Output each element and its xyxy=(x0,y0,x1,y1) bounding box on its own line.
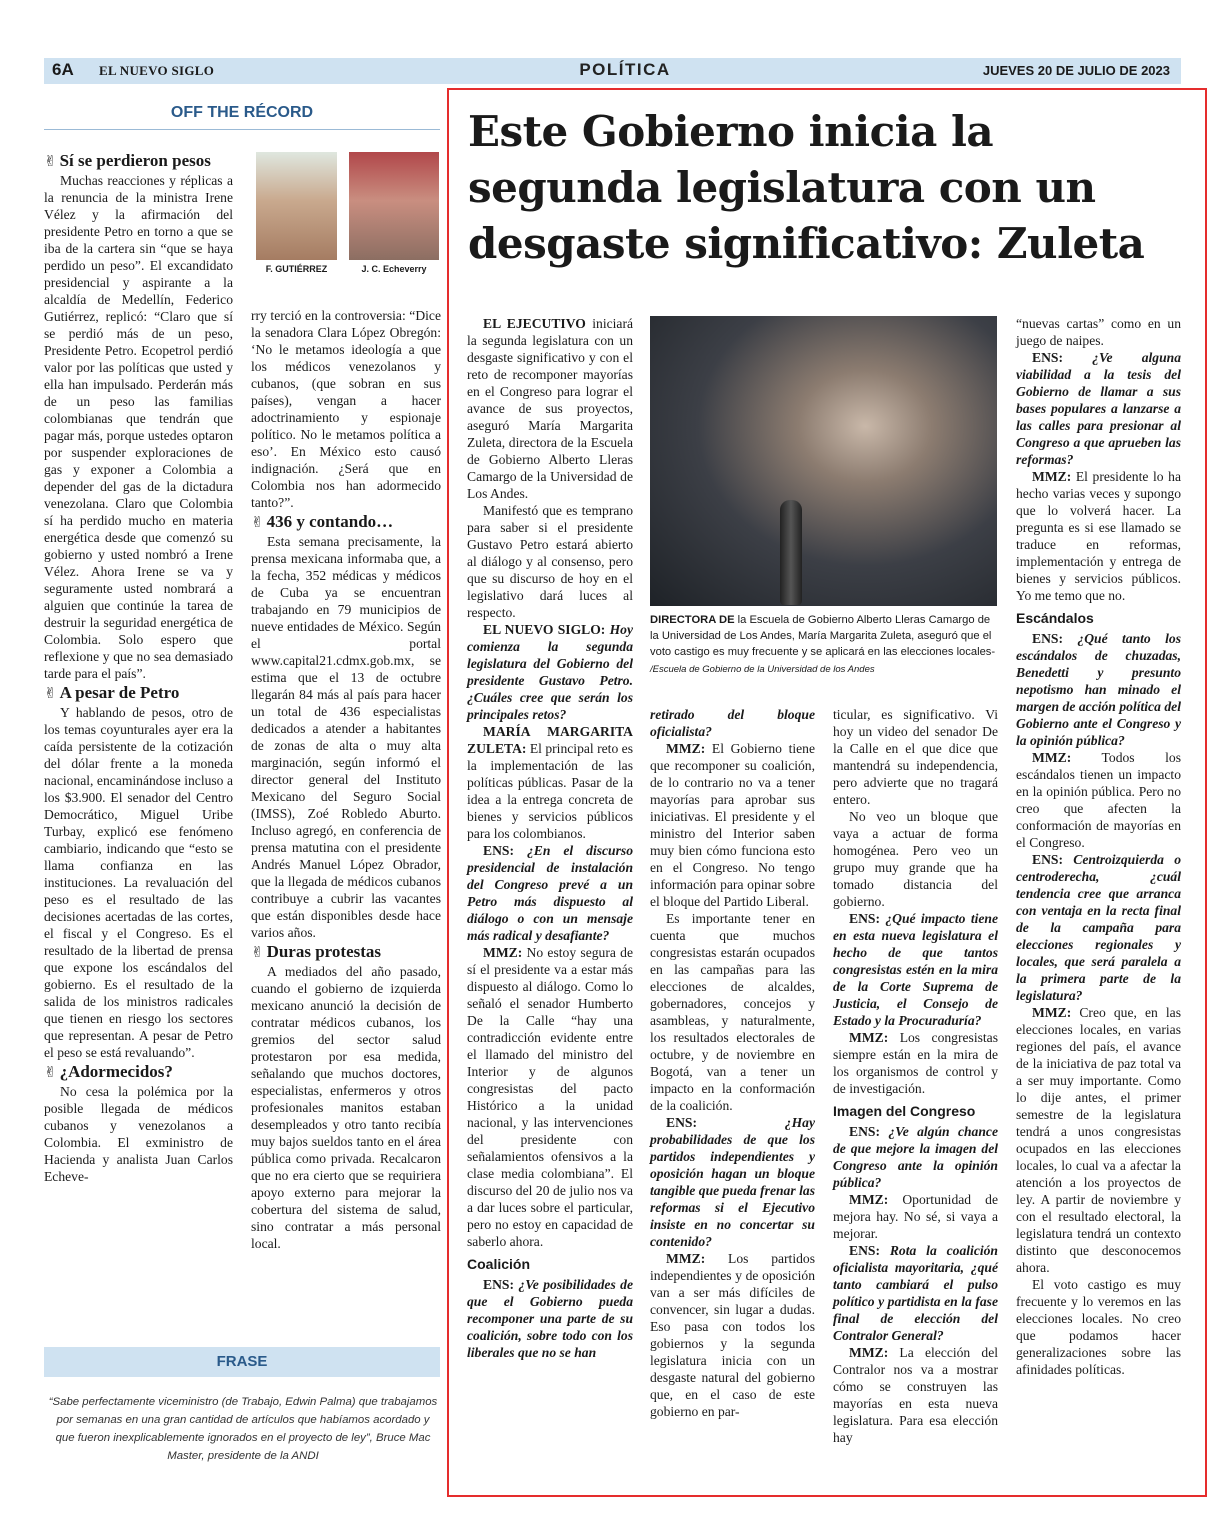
question-text: Hoy comienza la segunda legislatura del Gobierno del presidente Gustavo Petro. ¿Cuáles cree que serán los principales retos? xyxy=(467,622,633,722)
caption-lead: DIRECTORA DE xyxy=(650,614,735,626)
section-divider xyxy=(44,129,440,130)
interview-answer xyxy=(833,1029,998,1097)
echeverry-photo-caption: J. C. Echeverry xyxy=(361,264,427,274)
interview-question xyxy=(833,1242,998,1344)
interview-question xyxy=(467,621,633,723)
heading-text: ¿Adormecidos? xyxy=(59,1062,173,1081)
paragraph xyxy=(44,1083,233,1185)
gutierrez-photo-caption: F. GUTIÉRREZ xyxy=(265,264,328,274)
off-the-record-column-2 xyxy=(251,307,441,1252)
paragraph xyxy=(833,706,998,808)
paragraph-text: Los partidos independientes y de oposición van a ser más difíciles de convencer, sin lugar a dudas. Eso pasa con todos los gobiernos y la segunda legislatura inicia con un desgaste natural del gobierno que, en el caso de este gobierno en par- xyxy=(650,1251,815,1419)
zuleta-photo xyxy=(650,316,997,606)
paragraph xyxy=(467,502,633,621)
question-text: Centroizquierda o centroderecha, ¿cuál tendencia cree que arranca con ventaja en la recta final de la campaña para elecciones regionales y locales, que será paralela a la primera parte de la legislatura? xyxy=(1016,852,1181,1003)
interview-question xyxy=(1016,630,1181,749)
victory-hand-icon: ✌ xyxy=(44,684,57,702)
speaker-label: MMZ: xyxy=(483,945,523,960)
question-text: Rota la coalición oficialista mayoritaria, ¿qué tanto cambiará el pulso político y partidista en la fase final de elección del Contralor General? xyxy=(833,1243,998,1343)
paragraph xyxy=(251,963,441,1252)
speaker-label: ENS: xyxy=(849,1124,880,1139)
paragraph-text: Oportunidad de mejora hay. No sé, si vaya a mejorar. xyxy=(833,1192,998,1241)
article-column-1 xyxy=(467,315,633,1361)
speaker-label: MMZ: xyxy=(849,1192,889,1207)
speaker-label: MMZ: xyxy=(849,1030,889,1045)
heading-text: Duras protestas xyxy=(266,942,382,961)
column-heading xyxy=(251,511,441,533)
speaker-label: ENS: xyxy=(666,1115,697,1130)
paragraph-text: No cesa la polémica por la posible llegada de médicos cubanos y venezolanos a Colombia. El exministro de Hacienda y analista Juan Carlos Echeve- xyxy=(44,1084,233,1184)
interview-answer xyxy=(833,1344,998,1446)
subheading: Escándalos xyxy=(1016,610,1094,626)
interview-question xyxy=(467,842,633,944)
paragraph-text: Creo que, en las elecciones locales, en varias regiones del país, el avance de la iniciativa de paz total va a ser muy importante. Como lo dije antes, el primer semestre de la legislatura tendrá a unos congresistas ocupados en las elecciones locales, lo cual va a afectar la atención a los proyectos de ley. A partir de noviembre y con el resultado electoral, la legislatura tendrá un contexto distinto que desconocemos ahora. xyxy=(1016,1005,1181,1275)
victory-hand-icon: ✌ xyxy=(44,1063,57,1081)
paragraph-text: Muchas reacciones y réplicas a la renuncia de la ministra Irene Vélez y la afirmación del presidente Petro en torno a que se iba de la cartera sin “que se haya perdido un peso”. El excandidato presidencial y aspirante a la alcaldía de Medellín, Federico Gutiérrez, replicó: “Claro que sí se perdió más de un peso, Presidente Petro. Ecopetrol perdió valor por las políticas que usted y ella han impulsado. Perderán más de un peso las familias colombianas que tendrán que pagar más, porque ustedes optaron por suspender exploraciones de gas y exponer a Colombia a depender del gas de la dictadura venezolana. Claro que Colombia sí ha perdido mucho en materia energética desde que comenzó su gobierno y usted nombró a Irene Vélez. Ahora Irene se va y seguramente usted nombrará a alguien que continúe la tarea de destruir la seguridad energética de Colombia. Solo espero que reflexione y que no sea demasiado tarde para el país”. xyxy=(44,173,233,681)
subheading: Imagen del Congreso xyxy=(833,1103,976,1119)
speaker-label: MARÍA MARGARITA ZULETA: xyxy=(467,724,633,756)
paragraph-text: ticular, es significativo. Vi hoy un video del senador De la Calle en el que dice que mantendrá su independencia, pero advierte que no tragará entero. xyxy=(833,707,998,807)
article-column-3 xyxy=(833,706,998,1446)
speaker-label: MMZ: xyxy=(1032,469,1072,484)
column-heading xyxy=(44,682,233,704)
article-headline: Este Gobierno inicia la segunda legislatura con un desgaste significativo: Zuleta xyxy=(468,107,1145,268)
heading-text: A pesar de Petro xyxy=(59,683,180,702)
paragraph xyxy=(44,704,233,1061)
article-column-4 xyxy=(1016,315,1181,1378)
article-column-2 xyxy=(650,706,815,1420)
heading-text: 436 y contando… xyxy=(266,512,394,531)
speaker-label: MMZ: xyxy=(1032,1005,1072,1020)
off-the-record-column-1 xyxy=(44,150,233,1185)
interview-answer xyxy=(467,723,633,842)
gutierrez-photo xyxy=(256,152,337,260)
paragraph-text: Esta semana precisamente, la prensa mexicana informaba que, a la fecha, 352 médicas y médicos de Cuba ya se encuentran trabajando en 79 municipios de nueve entidades de México. Según el portal www.capital21.cdmx.gob.mx, se estima que el 13 de octubre llegarán 84 más al país para hacer un total de 436 especialistas dedicados a atender a habitantes de zonas de alta o muy alta marginación, según informó el director general del Instituto Mexicano del Seguro Social (IMSS), Zoé Robledo Aburto. Incluso agregó, en conferencia de prensa matutina con el presidente Andrés Manuel López Obrador, que la llegada de médicos cubanos contribuye a cubrir las vacantes que están disponibles desde hace varios años. xyxy=(251,534,441,940)
interview-answer xyxy=(650,740,815,910)
question-text: ¿Qué tanto los escándalos de chuzadas, Benedetti y presunto nepotismo han minado el margen de acción política del Gobierno ante el Congreso y la opinión pública? xyxy=(1016,631,1181,748)
paragraph-text: El voto castigo es muy frecuente y lo veremos en las elecciones locales. No creo que podamos hacer generalizaciones sobre las afinidades políticas. xyxy=(1016,1277,1181,1377)
interview-question xyxy=(1016,851,1181,1004)
speaker-label: MMZ: xyxy=(849,1345,889,1360)
paragraph-text: No estoy segura de sí el presidente va a estar más dispuesto al diálogo. Como lo señaló el senador Humberto De la Calle “hay una contradicción evidente entre el llamado del ministro del Interior y de algunos congresistas del pacto Histórico a la unidad nacional, y las intervenciones del presidente con señalamientos ofensivos a la clase media colombiana”. El discurso del 20 de julio nos va a dar luces sobre el particular, pero no estoy en capacidad de saberlo ahora. xyxy=(467,945,633,1249)
speaker-label: EL EJECUTIVO xyxy=(483,316,586,331)
paragraph-text: El Gobierno tiene que recomponer su coalición, de lo contrario no va a tener mayorías para aprobar sus iniciativas. El presidente y el ministro del Interior saben muy bien cómo funciona esto en el Congreso. No tengo información para opinar sobre el bloque del Partido Liberal. xyxy=(650,741,815,909)
speaker-label: ENS: xyxy=(1032,852,1063,867)
interview-answer xyxy=(1016,468,1181,604)
frase-quote: “Sabe perfectamente viceministro (de Trabajo, Edwin Palma) que trabajamos por semanas en una gran cantidad de artículos que habíamos acordado y que fueron inexplicablemente ignorados en el proyecto de ley”, Bruce Mac Master, presidente de la ANDI xyxy=(48,1396,438,1462)
question-text: ¿Ve algún chance de que mejore la imagen del Congreso ante la opinión pública? xyxy=(833,1124,998,1190)
speaker-label: ENS: xyxy=(1032,631,1063,646)
paragraph xyxy=(251,307,441,511)
interview-answer xyxy=(1016,749,1181,851)
heading-text: Sí se perdieron pesos xyxy=(59,151,211,170)
question-text: ¿Qué impacto tiene en esta nueva legislatura el hecho de que tantos congresistas estén en la mira de la Corte Suprema de Justicia, el Consejo de Estado y la Procuraduría? xyxy=(833,911,998,1028)
paragraph-text: Es importante tener en cuenta que muchos congresistas estarán ocupados en las campañas para las elecciones de alcaldes, gobernadores, concejos y asambleas, y naturalmente, los resultados electorales de octubre, y de noviembre en Bogotá, van a tener un impacto en la conformación de la coalición. xyxy=(650,911,815,1113)
paragraph-text: A mediados del año pasado, cuando el gobierno de izquierda mexicano anunció la decisión de contratar médicos cubanos, los gremios del sector salud protestaron por esa medida, señalando que muchos doctores, especialistas, enfermeros y otros profesionales manitos estaban desempleados y otro tanto recibía muy bajos sueldos tanto en el área pública como privada. Recalcaron que no era cierto que se requiriera apoyo externo para mejorar la cobertura del sistema de salud, sino contratar a más personal local. xyxy=(251,964,441,1251)
speaker-label: ENS: xyxy=(849,911,880,926)
victory-hand-icon: ✌ xyxy=(44,152,57,170)
photo-credit: /Escuela de Gobierno de la Universidad de los Andes xyxy=(650,664,875,675)
off-the-record-title: OFF THE RÉCORD xyxy=(170,104,314,121)
column-heading xyxy=(44,150,233,172)
victory-hand-icon: ✌ xyxy=(251,513,264,531)
interview-answer xyxy=(467,944,633,1250)
paragraph-text: “nuevas cartas” como en un juego de naipes. xyxy=(1016,316,1181,348)
question-text: ¿Hay probabilidades de que los partidos independientes y oposición hagan un bloque tangible que pueda frenar las reformas si el Ejecutivo insiste en no concertar su contenido? xyxy=(650,1115,815,1249)
interview-question xyxy=(650,1114,815,1250)
speaker-label: MMZ: xyxy=(1032,750,1072,765)
microphone-icon xyxy=(780,500,802,605)
paragraph xyxy=(1016,315,1181,349)
paragraph-text: La elección del Contralor nos va a mostrar cómo se construyen las mayorías en esta nueva legislatura. Para esa elección hay xyxy=(833,1345,998,1445)
lead-paragraph xyxy=(467,315,633,502)
issue-date: JUEVES 20 DE JULIO DE 2023 xyxy=(982,63,1170,78)
paragraph xyxy=(251,533,441,941)
speaker-label: EL NUEVO SIGLO: xyxy=(483,622,606,637)
paragraph xyxy=(44,172,233,682)
subheading: Coalición xyxy=(467,1256,531,1272)
paragraph-text: El principal reto es la implementación de las políticas públicas. Pasar de la idea a la entrega concreta de bienes y servicios públicos para los colombianos. xyxy=(467,741,633,841)
question-text: ¿Ve alguna viabilidad a la tesis del Gobierno de llamar a sus bases populares a lanzarse a las calles para presionar al Congreso a que aprueben las reformas? xyxy=(1016,350,1181,467)
speaker-label: ENS: xyxy=(1032,350,1063,365)
column-heading xyxy=(251,941,441,963)
interview-question xyxy=(1016,349,1181,468)
paragraph xyxy=(1016,1276,1181,1378)
paragraph-text: Los congresistas siempre están en la mira de los organismos de control y de investigación. xyxy=(833,1030,998,1096)
paragraph xyxy=(650,910,815,1114)
interview-question xyxy=(833,910,998,1029)
paragraph-text: No veo un bloque que vaya a actuar de forma homogénea. Pero veo un grupo muy grande que ha tomado distancia del gobierno. xyxy=(833,809,998,909)
speaker-label: ENS: xyxy=(849,1243,880,1258)
paragraph-text: Manifestó que es temprano para saber si el presidente Gustavo Petro estará abierto al diálogo y al consenso, pero que su discurso de hoy en el legislativo dará luces al respecto. xyxy=(467,503,633,620)
section-title: POLÍTICA xyxy=(579,60,671,79)
question-text: retirado del bloque oficialista? xyxy=(650,707,815,739)
speaker-label: ENS: xyxy=(483,1277,514,1292)
page-number: 6A xyxy=(52,60,74,79)
newspaper-name: EL NUEVO SIGLO xyxy=(99,63,215,78)
echeverry-photo xyxy=(349,152,439,260)
column-heading xyxy=(44,1061,233,1083)
question-text: ¿En el discurso presidencial de instalación del Congreso prevé a un Petro más dispuesto al diálogo o con un mensaje más radical y desafiante? xyxy=(467,843,633,943)
speaker-label: MMZ: xyxy=(666,1251,706,1266)
speaker-label: MMZ: xyxy=(666,741,706,756)
interview-question xyxy=(650,706,815,740)
paragraph-text: El presidente lo ha hecho varias veces y supongo que lo volverá hacer. La pregunta es si ese llamado se traduce en reformas, implementación y entrega de bienes y servicios públicos. Yo me temo que no. xyxy=(1016,469,1181,603)
interview-question xyxy=(467,1276,633,1361)
paragraph xyxy=(833,808,998,910)
caption-text: la Escuela de Gobierno Alberto Lleras Camargo de la Universidad de Los Andes, María Margarita Zuleta, aseguró que el voto castigo es muy frecuente y se aplicará en las elecciones locales- xyxy=(650,614,996,658)
interview-answer xyxy=(1016,1004,1181,1276)
speaker-label: ENS: xyxy=(483,843,514,858)
paragraph-text: Todos los escándalos tienen un impacto en la opinión pública. Pero no creo que afecten la conformación de mayorías en el Congreso. xyxy=(1016,750,1181,850)
paragraph-text: iniciará la segunda legislatura con un desgaste significativo y con el reto de recomponer mayorías en el Congreso para lograr el avance de sus proyectos, aseguró María Margarita Zuleta, directora de la Escuela de Gobierno Alberto Lleras Camargo de la Universidad de Los Andes. xyxy=(467,316,634,501)
paragraph-text: rry terció en la controversia: “Dice la senadora Clara López Obregón: ‘No le metamos ideología a que los médicos venezolanos y cubanos, (que sobran en sus países), vengan a hacer adoctrinamiento y espionaje político. No le metamos política a eso’. En México esto causó indignación. ¿Será que en Colombia nos han adormecido tanto?”. xyxy=(251,308,441,510)
photo-caption xyxy=(650,612,1000,678)
interview-answer xyxy=(650,1250,815,1420)
paragraph-text: Y hablando de pesos, otro de los temas coyunturales ayer era la caída persistente de la cotización del dólar frente a la moneda nacional, encaminándose incluso a los $3.900. El senador del Centro Democrático, Miguel Uribe Turbay, explicó ese fenómeno cambiario, indicando que “esto se llama confianza en las instituciones. La revaluación del peso es el resultado de las decisiones acertadas de las cortes, el fiscal y el Congreso. Es el resultado de la libertad de prensa que expone los escándalos del gobierno. Es el resultado de la salida de los ministros radicales que tienen en riesgo los sectores que representan. A pesar de Petro el peso se está revaluando”. xyxy=(44,705,233,1060)
frase-title: FRASE xyxy=(216,1353,268,1370)
interview-question xyxy=(833,1123,998,1191)
interview-answer xyxy=(833,1191,998,1242)
victory-hand-icon: ✌ xyxy=(251,943,264,961)
question-text: ¿Ve posibilidades de que el Gobierno pueda recomponer una parte de su coalición, sobre todo con los liberales que no se han xyxy=(467,1277,633,1360)
